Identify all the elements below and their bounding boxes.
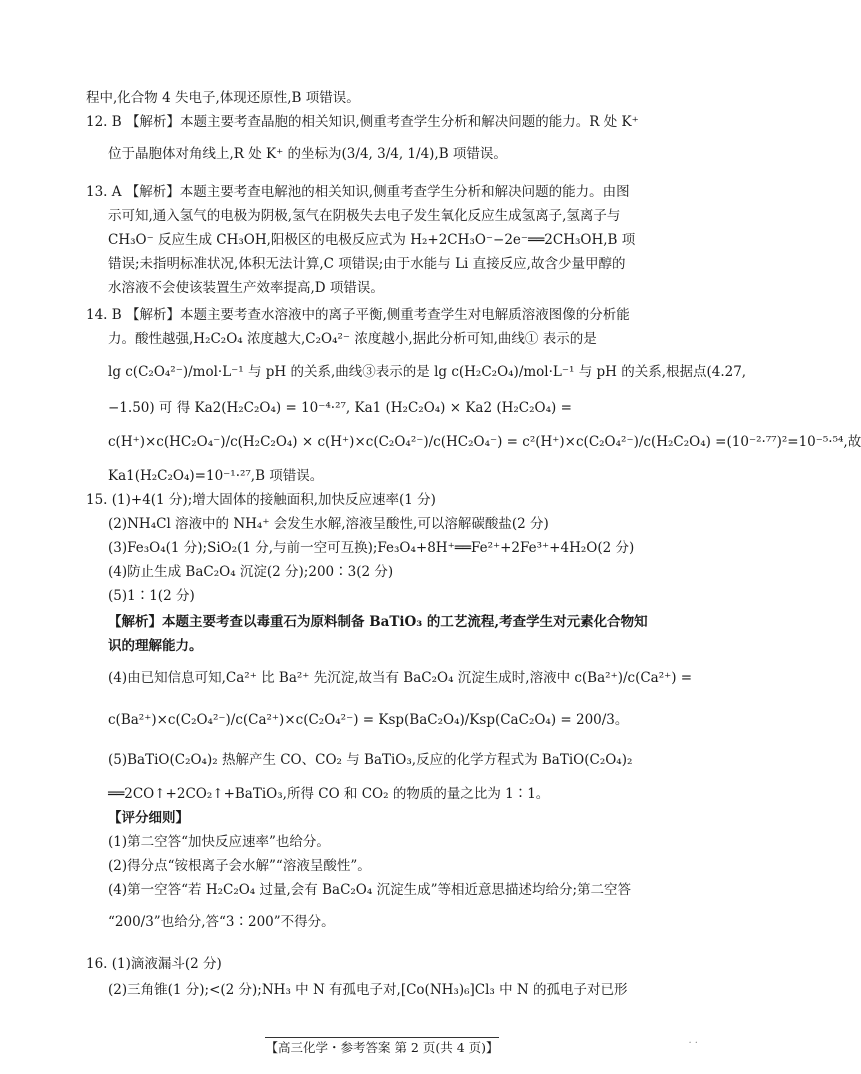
q14-line: lg c(C₂O₄²⁻)/mol·L⁻¹ 与 pH 的关系,曲线③表示的是 lg c(H₂C₂O₄)/mol·L⁻¹ 与 pH 的关系,根据点(4.27, [108, 364, 747, 380]
analysis-line: c(Ba²⁺)×c(C₂O₄²⁻)/c(Ca²⁺)×c(C₂O₄²⁻) = Ksp(BaC₂O₄)/Ksp(CaC₂O₄) = 200/3。 [108, 712, 629, 728]
q13-line: 水溶液不会使该装置生产效率提高,D 项错误。 [108, 280, 384, 296]
analysis-line: ══2CO↑+2CO₂↑+BaTiO₃,所得 CO 和 CO₂ 的物质的量之比为 1∶1。 [108, 786, 550, 802]
q12-line: 12. B 【解析】本题主要考查晶胞的相关知识,侧重考查学生分析和解决问题的能力。R 处 K⁺ [86, 114, 639, 130]
q15-line: (2)NH₄Cl 溶液中的 NH₄⁺ 会发生水解,溶液呈酸性,可以溶解碳酸盐(2 分) [108, 516, 549, 532]
q14-line: Ka1(H₂C₂O₄)=10⁻¹·²⁷,B 项错误。 [108, 468, 324, 484]
analysis-heading: 【解析】本题主要考查以毒重石为原料制备 BaTiO₃ 的工艺流程,考查学生对元素化合物知 [108, 614, 648, 630]
analysis-line: (4)由已知信息可知,Ca²⁺ 比 Ba²⁺ 先沉淀,故当有 BaC₂O₄ 沉淀生成时,溶液中 c(Ba²⁺)/c(Ca²⁺) = [108, 670, 693, 686]
q14-line: 力。酸性越强,H₂C₂O₄ 浓度越大,C₂O₄²⁻ 浓度越小,据此分析可知,曲线① 表示的是 [108, 331, 597, 347]
scoring-line: (4)第一空答“若 H₂C₂O₄ 过量,会有 BaC₂O₄ 沉淀生成”等相近意思描述均给分;第二空答 [108, 882, 632, 898]
q13-line: 13. A 【解析】本题主要考查电解池的相关知识,侧重考查学生分析和解决问题的能力。由图 [86, 184, 630, 200]
q15-line: 15. (1)+4(1 分);增大固体的接触面积,加快反应速率(1 分) [86, 492, 436, 508]
page-footer [0, 1038, 764, 1056]
corner-dots: · · [688, 1038, 698, 1049]
q16-line: (2)三角锥(1 分);<(2 分);NH₃ 中 N 有孤电子对,[Co(NH₃)₆]Cl₃ 中 N 的孤电子对已形 [108, 982, 628, 998]
q13-line: 错误;未指明标准状况,体积无法计算,C 项错误;由于水能与 Li 直接反应,故含少量甲醇的 [108, 256, 626, 272]
q15-line: (3)Fe₃O₄(1 分);SiO₂(1 分,与前一空可互换);Fe₃O₄+8H⁺══Fe²⁺+2Fe³⁺+4H₂O(2 分) [108, 540, 635, 556]
q15-line: (5)1∶1(2 分) [108, 588, 195, 604]
scoring-line: “200/3”也给分,答“3∶200”不得分。 [108, 914, 335, 930]
q12-line: 位于晶胞体对角线上,R 处 K⁺ 的坐标为(3/4, 3/4, 1/4),B 项错误。 [108, 146, 507, 162]
analysis-line: 识的理解能力。 [108, 638, 203, 654]
analysis-line: (5)BaTiO(C₂O₄)₂ 热解产生 CO、CO₂ 与 BaTiO₃,反应的化学方程式为 BaTiO(C₂O₄)₂ [108, 752, 633, 768]
text-line: 程中,化合物 4 失电子,体现还原性,B 项错误。 [86, 90, 360, 106]
q14-line: c(H⁺)×c(HC₂O₄⁻)/c(H₂C₂O₄) × c(H⁺)×c(C₂O₄²⁻)/c(HC₂O₄⁻) = c²(H⁺)×c(C₂O₄²⁻)/c(H₂C₂O₄) =(10⁻²·⁷⁷)²=10⁻⁵·⁵⁴,故 [108, 434, 861, 450]
scoring-line: (1)第二空答“加快反应速率”也给分。 [108, 834, 330, 850]
q16-line: 16. (1)滴液漏斗(2 分) [86, 956, 222, 972]
q14-line: −1.50) 可 得 Ka2(H₂C₂O₄) = 10⁻⁴·²⁷, Ka1 (H₂C₂O₄) × Ka2 (H₂C₂O₄) = [108, 400, 572, 416]
q15-line: (4)防止生成 BaC₂O₄ 沉淀(2 分);200∶3(2 分) [108, 564, 394, 580]
q14-line: 14. B 【解析】本题主要考查水溶液中的离子平衡,侧重考查学生对电解质溶液图像的分析能 [86, 307, 630, 323]
q13-line: CH₃O⁻ 反应生成 CH₃OH,阳极区的电极反应式为 H₂+2CH₃O⁻−2e⁻══2CH₃OH,B 项 [108, 232, 636, 248]
scoring-line: (2)得分点“铵根离子会水解”“溶液呈酸性”。 [108, 858, 371, 874]
q13-line: 示可知,通入氢气的电极为阴极,氢气在阴极失去电子发生氧化反应生成氢离子,氢离子与 [108, 208, 621, 224]
footer-text: 【高三化学・参考答案 第 2 页(共 4 页)】 [265, 1037, 498, 1055]
scoring-heading: 【评分细则】 [108, 810, 189, 826]
